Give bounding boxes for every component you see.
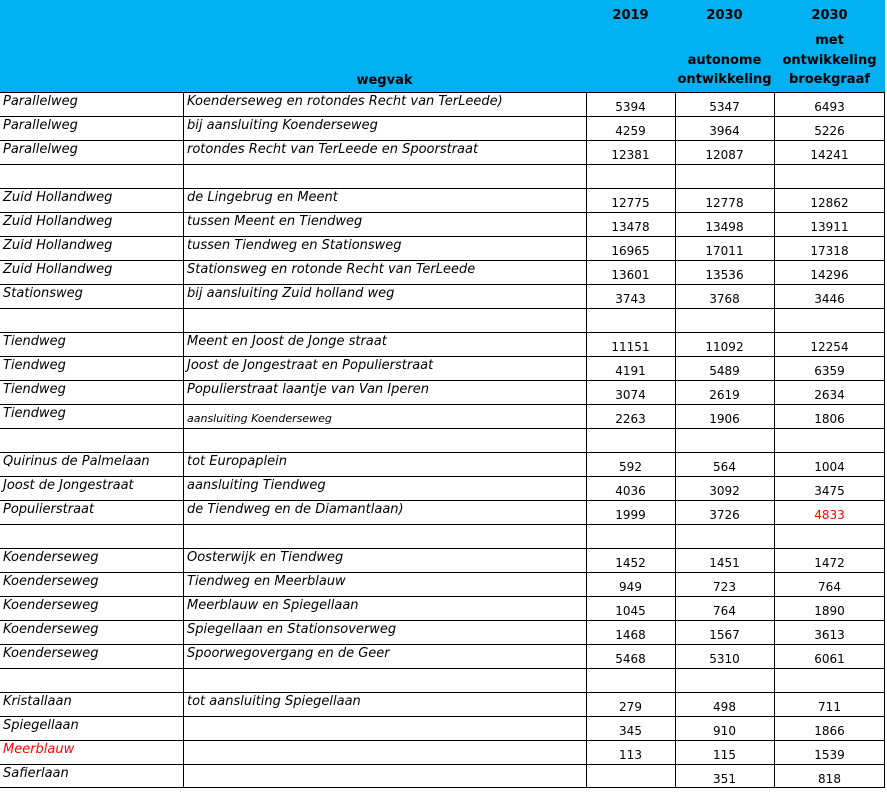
row-border xyxy=(0,164,885,165)
value-2030-broekgraaf-cell xyxy=(774,668,885,692)
row-border xyxy=(0,188,885,189)
column-border xyxy=(586,92,587,788)
value-2030-autonomous-cell: 5347 xyxy=(709,100,740,114)
row-border xyxy=(0,356,885,357)
value-2019-cell: 1999 xyxy=(615,508,646,522)
value-2030-autonomous-cell: 2619 xyxy=(709,388,740,402)
table-row xyxy=(0,668,885,692)
row-border xyxy=(0,476,885,477)
value-2030-autonomous-cell: 1906 xyxy=(709,412,740,426)
section-cell xyxy=(183,428,586,452)
section-cell xyxy=(183,668,586,692)
row-border xyxy=(0,524,885,525)
table-row xyxy=(0,524,885,548)
column-border xyxy=(774,92,775,788)
column-border xyxy=(884,92,885,788)
section-cell: rotondes Recht van TerLeede en Spoorstraat xyxy=(187,142,479,157)
value-2030-broekgraaf-cell: 3446 xyxy=(814,292,845,306)
road-name-cell: Koenderseweg xyxy=(3,598,99,613)
value-2019-cell: 11151 xyxy=(611,340,650,354)
row-border xyxy=(0,284,885,285)
value-2030-broekgraaf-cell: 14296 xyxy=(810,268,849,282)
value-2019-cell: 16965 xyxy=(611,244,650,258)
section-cell: tot aansluiting Spiegellaan xyxy=(187,694,361,709)
value-2030-broekgraaf-cell: 6061 xyxy=(814,652,845,666)
road-name-cell: Tiendweg xyxy=(3,382,66,397)
road-name-cell xyxy=(0,524,183,548)
value-2019-cell: 4259 xyxy=(615,124,646,138)
section-cell: aansluiting Koenderseweg xyxy=(187,412,332,425)
value-2030-broekgraaf-cell xyxy=(774,164,885,188)
row-border xyxy=(0,380,885,381)
table-row xyxy=(0,236,885,260)
section-cell: Meerblauw en Spiegellaan xyxy=(187,598,359,613)
header-2030-autonomous-year: 2030 xyxy=(706,8,743,23)
value-2019-cell: 3743 xyxy=(615,292,646,306)
section-cell xyxy=(183,164,586,188)
section-cell: de Lingebrug en Meent xyxy=(187,190,338,205)
row-border xyxy=(0,764,885,765)
road-name-cell: Tiendweg xyxy=(3,358,66,373)
value-2019-cell xyxy=(586,668,675,692)
value-2030-autonomous-cell xyxy=(675,524,774,548)
value-2030-autonomous-cell: 12778 xyxy=(705,196,744,210)
row-border xyxy=(0,332,885,333)
table-row xyxy=(0,116,885,140)
road-name-cell: Tiendweg xyxy=(3,406,66,421)
table-row xyxy=(0,332,885,356)
section-cell: Spoorwegovergang en de Geer xyxy=(187,646,390,661)
section-cell: Joost de Jongestraat en Populierstraat xyxy=(187,358,434,373)
road-name-cell: Parallelweg xyxy=(3,118,78,133)
row-border xyxy=(0,92,885,93)
table-row xyxy=(0,452,885,476)
value-2030-autonomous-cell: 5310 xyxy=(709,652,740,666)
header-2030-broekgraaf-line3: broekgraaf xyxy=(788,72,871,87)
road-name-cell: Zuid Hollandweg xyxy=(3,190,113,205)
road-name-cell: Koenderseweg xyxy=(3,550,99,565)
row-border xyxy=(0,740,885,741)
value-2019-cell: 4036 xyxy=(615,484,646,498)
table-row xyxy=(0,356,885,380)
value-2030-autonomous-cell xyxy=(675,164,774,188)
column-border xyxy=(183,92,184,788)
column-border xyxy=(675,92,676,788)
row-border xyxy=(0,404,885,405)
table-row xyxy=(0,716,885,740)
row-border xyxy=(0,668,885,669)
value-2030-autonomous-cell: 3726 xyxy=(709,508,740,522)
section-cell: Koenderseweg en rotondes Recht van TerLeede) xyxy=(187,94,503,109)
value-2030-broekgraaf-cell: 13911 xyxy=(810,220,849,234)
road-name-cell: Parallelweg xyxy=(3,142,78,157)
table-row xyxy=(0,692,885,716)
section-cell: Stationsweg en rotonde Recht van TerLeede xyxy=(187,262,476,277)
section-cell: tussen Tiendweg en Stationsweg xyxy=(187,238,402,253)
value-2030-autonomous-cell: 1451 xyxy=(709,556,740,570)
row-border xyxy=(0,236,885,237)
section-cell xyxy=(183,740,586,764)
value-2030-broekgraaf-cell: 12254 xyxy=(810,340,849,354)
row-border xyxy=(0,620,885,621)
road-name-cell xyxy=(0,164,183,188)
header-2030-broekgraaf-line1: met xyxy=(815,33,844,48)
header-2030-autonomous-line1: autonome xyxy=(687,53,762,68)
road-name-cell: Quirinus de Palmelaan xyxy=(3,454,150,469)
road-name-cell: Safierlaan xyxy=(3,766,69,781)
value-2019-cell: 592 xyxy=(619,460,642,474)
row-border xyxy=(0,140,885,141)
value-2030-autonomous-cell: 13536 xyxy=(705,268,744,282)
value-2030-broekgraaf-cell: 1004 xyxy=(814,460,845,474)
value-2019-cell: 4191 xyxy=(615,364,646,378)
value-2030-broekgraaf-cell: 6359 xyxy=(814,364,845,378)
row-border xyxy=(0,596,885,597)
road-name-cell: Populierstraat xyxy=(3,502,95,517)
row-border xyxy=(0,500,885,501)
section-cell: aansluiting Tiendweg xyxy=(187,478,326,493)
value-2019-cell: 113 xyxy=(619,748,642,762)
value-2030-broekgraaf-cell: 1866 xyxy=(814,724,845,738)
row-border xyxy=(0,692,885,693)
value-2019-cell xyxy=(586,764,675,788)
value-2030-autonomous-cell: 498 xyxy=(713,700,736,714)
road-name-cell: Kristallaan xyxy=(3,694,72,709)
row-border xyxy=(0,644,885,645)
value-2030-broekgraaf-cell: 1539 xyxy=(814,748,845,762)
road-name-cell: Zuid Hollandweg xyxy=(3,238,113,253)
value-2030-autonomous-cell: 3092 xyxy=(709,484,740,498)
section-cell xyxy=(183,308,586,332)
section-cell: Meent en Joost de Jonge straat xyxy=(187,334,387,349)
section-cell: Spiegellaan en Stationsoverweg xyxy=(187,622,397,637)
table-row xyxy=(0,428,885,452)
value-2030-broekgraaf-cell: 3475 xyxy=(814,484,845,498)
road-name-cell: Parallelweg xyxy=(3,94,78,109)
value-2019-cell xyxy=(586,428,675,452)
value-2030-broekgraaf-cell xyxy=(774,428,885,452)
value-2030-broekgraaf-cell: 2634 xyxy=(814,388,845,402)
road-name-cell: Joost de Jongestraat xyxy=(3,478,134,493)
value-2019-cell: 3074 xyxy=(615,388,646,402)
value-2019-cell: 13601 xyxy=(611,268,650,282)
table-row xyxy=(0,548,885,572)
value-2030-autonomous-cell: 1567 xyxy=(709,628,740,642)
value-2030-broekgraaf-cell: 6493 xyxy=(814,100,845,114)
header-2030-broekgraaf-year: 2030 xyxy=(811,8,848,23)
value-2030-broekgraaf-cell: 1806 xyxy=(814,412,845,426)
value-2030-autonomous-cell: 3964 xyxy=(709,124,740,138)
section-cell: Tiendweg en Meerblauw xyxy=(187,574,346,589)
table-row xyxy=(0,212,885,236)
road-name-cell: Tiendweg xyxy=(3,334,66,349)
section-cell: de Tiendweg en de Diamantlaan) xyxy=(187,502,404,517)
value-2030-broekgraaf-cell: 17318 xyxy=(810,244,849,258)
value-2030-broekgraaf-cell: 1890 xyxy=(814,604,845,618)
value-2019-cell: 345 xyxy=(619,724,642,738)
value-2030-autonomous-cell: 17011 xyxy=(705,244,744,258)
value-2019-cell: 13478 xyxy=(611,220,650,234)
road-name-cell xyxy=(0,668,183,692)
value-2030-autonomous-cell: 351 xyxy=(713,772,736,786)
section-cell: bij aansluiting Koenderseweg xyxy=(187,118,378,133)
section-cell: tussen Meent en Tiendweg xyxy=(187,214,363,229)
section-cell: bij aansluiting Zuid holland weg xyxy=(187,286,395,301)
value-2030-broekgraaf-cell: 1472 xyxy=(814,556,845,570)
value-2030-autonomous-cell xyxy=(675,428,774,452)
value-2019-cell: 12381 xyxy=(611,148,650,162)
road-name-cell xyxy=(0,308,183,332)
road-name-cell: Koenderseweg xyxy=(3,646,99,661)
road-name-cell: Stationsweg xyxy=(3,286,83,301)
value-2030-broekgraaf-cell: 4833 xyxy=(814,508,845,522)
value-2030-broekgraaf-cell: 818 xyxy=(818,772,841,786)
value-2030-broekgraaf-cell: 5226 xyxy=(814,124,845,138)
value-2019-cell: 12775 xyxy=(611,196,650,210)
value-2030-broekgraaf-cell xyxy=(774,524,885,548)
table-row xyxy=(0,308,885,332)
value-2030-autonomous-cell: 12087 xyxy=(705,148,744,162)
table-row xyxy=(0,188,885,212)
road-name-cell xyxy=(0,428,183,452)
table-row xyxy=(0,380,885,404)
value-2030-autonomous-cell: 11092 xyxy=(705,340,744,354)
table-row xyxy=(0,572,885,596)
value-2030-autonomous-cell: 910 xyxy=(713,724,736,738)
value-2019-cell: 2263 xyxy=(615,412,646,426)
value-2019-cell: 5394 xyxy=(615,100,646,114)
value-2030-autonomous-cell: 764 xyxy=(713,604,736,618)
header-2030-autonomous-line2: ontwikkeling xyxy=(677,72,772,87)
table-row xyxy=(0,500,885,524)
table-row xyxy=(0,164,885,188)
table-row xyxy=(0,620,885,644)
value-2030-autonomous-cell: 115 xyxy=(713,748,736,762)
value-2030-autonomous-cell: 13498 xyxy=(705,220,744,234)
table-row xyxy=(0,644,885,668)
row-border xyxy=(0,212,885,213)
value-2030-autonomous-cell: 3768 xyxy=(709,292,740,306)
table-row xyxy=(0,740,885,764)
row-border xyxy=(0,548,885,549)
table-row xyxy=(0,404,885,428)
table-row xyxy=(0,596,885,620)
value-2019-cell xyxy=(586,164,675,188)
table-row xyxy=(0,284,885,308)
row-border xyxy=(0,572,885,573)
value-2030-autonomous-cell: 5489 xyxy=(709,364,740,378)
row-border xyxy=(0,260,885,261)
value-2030-autonomous-cell: 564 xyxy=(713,460,736,474)
road-name-cell: Koenderseweg xyxy=(3,574,99,589)
row-border xyxy=(0,787,885,788)
value-2019-cell: 1468 xyxy=(615,628,646,642)
section-cell: tot Europaplein xyxy=(187,454,287,469)
road-name-cell: Meerblauw xyxy=(3,742,75,757)
road-name-cell: Zuid Hollandweg xyxy=(3,262,113,277)
section-cell xyxy=(183,716,586,740)
value-2019-cell: 5468 xyxy=(615,652,646,666)
value-2019-cell: 1045 xyxy=(615,604,646,618)
table-row xyxy=(0,140,885,164)
header-wegvak: wegvak xyxy=(356,73,413,88)
value-2019-cell: 949 xyxy=(619,580,642,594)
value-2019-cell: 279 xyxy=(619,700,642,714)
table-row xyxy=(0,764,885,788)
value-2030-broekgraaf-cell: 14241 xyxy=(810,148,849,162)
header-2019: 2019 xyxy=(612,8,649,23)
section-cell xyxy=(183,764,586,788)
road-name-cell: Zuid Hollandweg xyxy=(3,214,113,229)
section-cell: Populierstraat laantje van Van Iperen xyxy=(187,382,429,397)
value-2030-autonomous-cell: 723 xyxy=(713,580,736,594)
value-2030-broekgraaf-cell: 12862 xyxy=(810,196,849,210)
table-row xyxy=(0,260,885,284)
value-2019-cell xyxy=(586,308,675,332)
row-border xyxy=(0,716,885,717)
value-2030-broekgraaf-cell: 764 xyxy=(818,580,841,594)
road-name-cell: Spiegellaan xyxy=(3,718,79,733)
row-border xyxy=(0,308,885,309)
value-2030-autonomous-cell xyxy=(675,668,774,692)
table-row xyxy=(0,92,885,116)
header-2030-broekgraaf-line2: ontwikkeling xyxy=(782,53,877,68)
value-2030-broekgraaf-cell xyxy=(774,308,885,332)
table-header xyxy=(0,0,885,92)
value-2030-autonomous-cell xyxy=(675,308,774,332)
row-border xyxy=(0,452,885,453)
section-cell xyxy=(183,524,586,548)
value-2030-broekgraaf-cell: 3613 xyxy=(814,628,845,642)
section-cell: Oosterwijk en Tiendweg xyxy=(187,550,344,565)
value-2019-cell: 1452 xyxy=(615,556,646,570)
road-name-cell: Koenderseweg xyxy=(3,622,99,637)
row-border xyxy=(0,116,885,117)
row-border xyxy=(0,428,885,429)
value-2019-cell xyxy=(586,524,675,548)
value-2030-broekgraaf-cell: 711 xyxy=(818,700,841,714)
table-row xyxy=(0,476,885,500)
